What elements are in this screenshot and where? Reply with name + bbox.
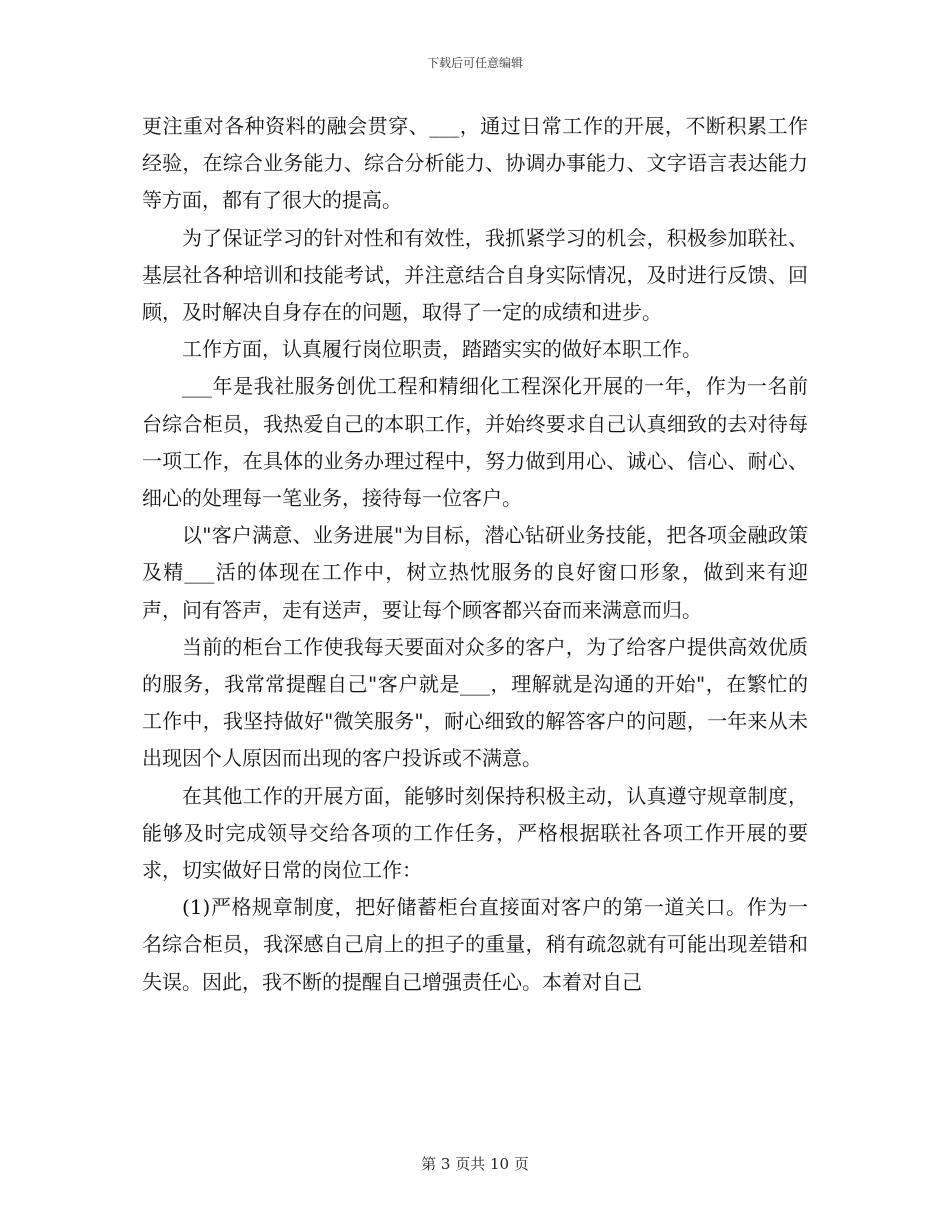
paragraph: 更注重对各种资料的融会贯穿、___，通过日常工作的开展，不断积累工作经验，在综合业务能力、综合分析能力、协调办事能力、文字语言表达能力等方面，都有了很大的提高。 <box>142 114 808 213</box>
paragraph: 为了保证学习的针对性和有效性，我抓紧学习的机会，积极参加联社、基层社各种培训和技能考试，并注意结合自身实际情况，及时进行反馈、回顾，及时解决自身存在的问题，取得了一定的成绩和进步。 <box>142 225 808 325</box>
page-number-footer: 第 3 页共 10 页 <box>421 1155 529 1173</box>
paragraph: 工作方面，认真履行岗位职责，踏踏实实的做好本职工作。 <box>182 337 702 362</box>
document-body <box>142 108 808 1001</box>
paragraph: 以"客户满意、业务进展"为目标，潜心钻研业务技能，把各项金融政策及精___活的体现在工作中，树立热忱服务的良好窗口形象，做到来有迎声，问有答声，走有送声，要让每个顾客都兴奋而来满意而归。 <box>142 523 808 622</box>
paragraph: ___年是我社服务创优工程和精细化工程深化开展的一年，作为一名前台综合柜员，我热爱自己的本职工作，并始终要求自己认真细致的去对待每一项工作，在具体的业务办理过程中，努力做到用心、诚心、信心、耐心、细心的处理每一笔业务，接待每一位客户。 <box>142 374 808 511</box>
paragraph: (1)严格规章制度，把好储蓄柜台直接面对客户的第一道关口。作为一名综合柜员，我深感自己肩上的担子的重量，稍有疏忽就有可能出现差错和失误。因此，我不断的提醒自己增强责任心。本着对自己 <box>142 895 808 994</box>
paragraph: 当前的柜台工作使我每天要面对众多的客户，为了给客户提供高效优质的服务，我常常提醒自己"客户就是___，理解就是沟通的开始"，在繁忙的工作中，我坚持做好"微笑服务"，耐心细致的解答客户的问题，一年来从未出现因个人原因而出现的客户投诉或不满意。 <box>142 634 808 771</box>
page-header: 下载后可任意编辑 <box>426 56 523 70</box>
paragraph: 在其他工作的开展方面，能够时刻保持积极主动，认真遵守规章制度，能够及时完成领导交给各项的工作任务，严格根据联社各项工作开展的要求，切实做好日常的岗位工作： <box>142 783 808 883</box>
